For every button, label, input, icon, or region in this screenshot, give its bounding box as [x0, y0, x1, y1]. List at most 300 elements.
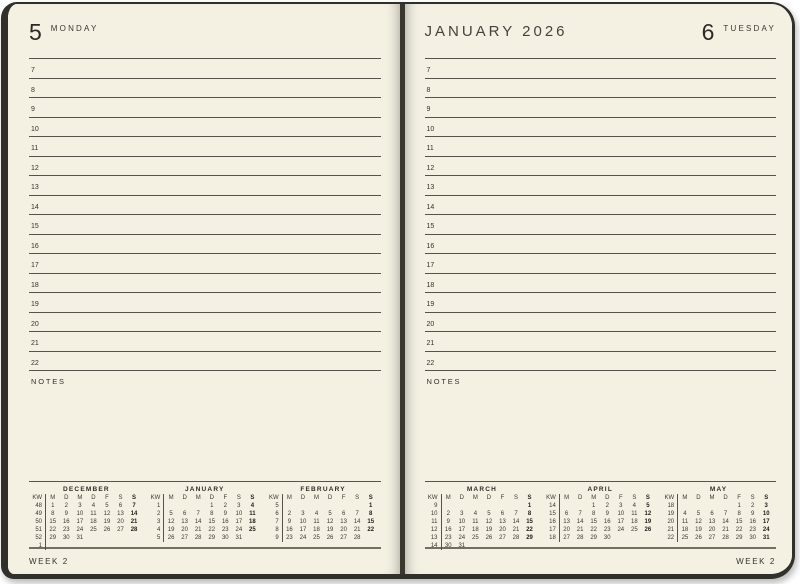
calendar-day	[178, 502, 192, 510]
calendar-day: 11	[681, 519, 689, 525]
page-right-header	[425, 4, 777, 58]
calendar-day: 19	[644, 519, 652, 525]
calendar-day: 8	[527, 511, 532, 517]
calendar-day-header: M	[77, 495, 83, 501]
calendar-day: 30	[444, 543, 452, 549]
calendar-week-header: KW	[32, 494, 46, 502]
calendar-day: 29	[526, 535, 533, 541]
calendar-day: 29	[590, 535, 598, 541]
calendar-day: 29	[735, 535, 743, 541]
calendar-day-header: F	[105, 495, 109, 501]
calendar-day: 14	[512, 519, 520, 525]
hour-label: 18	[31, 281, 39, 289]
notes-label-left: NOTES	[31, 377, 66, 386]
calendar-day: 15	[49, 519, 57, 525]
calendar-day-header: F	[223, 495, 228, 501]
calendar-day: 31	[762, 535, 770, 541]
hour-row-10	[425, 117, 777, 137]
hour-row-13	[425, 175, 777, 195]
calendar-day	[455, 502, 469, 510]
calendar-week-number: 1	[32, 542, 46, 550]
calendar-day: 23	[221, 527, 229, 533]
calendar-day: 2	[750, 503, 755, 509]
calendar-day: 1	[51, 503, 55, 509]
calendar-day: 26	[695, 535, 702, 541]
hour-label: 14	[31, 203, 39, 211]
hour-label: 10	[31, 125, 39, 133]
calendar-day: 24	[76, 527, 84, 533]
calendar-day	[114, 534, 128, 542]
calendar-day: 6	[341, 511, 346, 517]
calendar-day: 21	[512, 527, 520, 533]
calendar-day: 22	[367, 527, 375, 533]
calendar-day	[283, 502, 297, 510]
calendar-day: 6	[118, 503, 123, 509]
hour-row-15	[29, 214, 381, 234]
calendar-day: 6	[710, 511, 714, 517]
calendar-day-header: D	[605, 495, 610, 501]
calendar-day: 12	[103, 511, 111, 517]
calendar-day-header: D	[459, 495, 464, 501]
hour-label: 12	[426, 164, 435, 172]
calendar-day: 5	[487, 511, 491, 517]
calendar-day	[678, 502, 692, 510]
calendar-day: 11	[313, 519, 320, 525]
hour-row-20	[425, 312, 777, 332]
calendar-day: 7	[355, 511, 359, 517]
calendar-day	[246, 534, 260, 542]
hour-label: 19	[31, 301, 39, 308]
hour-label: 20	[426, 320, 435, 328]
calendar-day: 31	[235, 535, 243, 541]
calendar-day: 6	[500, 511, 505, 517]
calendar-day: 17	[762, 519, 770, 525]
calendar-day: 19	[167, 527, 175, 533]
calendar-day: 18	[472, 527, 479, 533]
hour-row-20	[29, 312, 381, 332]
calendar-day: 17	[299, 527, 307, 533]
calendar-day	[469, 502, 483, 510]
calendar-day: 1	[369, 503, 373, 509]
hour-row-16	[29, 234, 381, 254]
calendar-day-header: F	[341, 495, 346, 501]
calendar-week-number: 15	[546, 510, 560, 518]
calendar-day: 21	[194, 527, 202, 533]
calendar-week-number: 7	[269, 518, 283, 526]
calendar-day-header: F	[500, 495, 505, 501]
calendar-week-number: 49	[32, 510, 46, 518]
calendar-day	[127, 534, 141, 542]
calendar-day: 30	[62, 535, 70, 541]
calendar-week-number: 12	[428, 526, 442, 534]
calendar-week-number: 5	[150, 534, 164, 542]
calendar-day: 12	[167, 519, 175, 525]
calendar-day: 25	[313, 535, 320, 541]
calendar-week-number: 50	[32, 518, 46, 526]
calendar-day: 13	[340, 519, 347, 525]
calendar-day: 2	[605, 503, 609, 509]
calendar-day: 4	[632, 503, 636, 509]
calendar-day: 26	[485, 535, 493, 541]
calendar-day: 15	[526, 519, 533, 525]
calendar-day: 10	[235, 511, 243, 517]
calendar-day: 9	[223, 511, 227, 517]
calendar-day: 7	[578, 511, 582, 517]
calendar-day: 9	[750, 511, 755, 517]
calendar-day	[164, 502, 178, 510]
hour-row-22	[425, 351, 777, 371]
calendar-day: 20	[117, 519, 124, 525]
calendar-day: 23	[603, 527, 611, 533]
calendar-title: MAY	[709, 486, 728, 493]
right-day-group	[702, 21, 776, 44]
calendar-day: 18	[90, 519, 97, 525]
calendar-day	[692, 502, 706, 510]
page-left	[8, 4, 400, 574]
calendar-week-number: 3	[150, 518, 164, 526]
calendar-day: 31	[458, 543, 466, 549]
week-label-left: WEEK 2	[29, 557, 69, 566]
calendar-week-header: KW	[546, 494, 560, 502]
hour-label: 17	[426, 262, 435, 269]
calendar-day: 6	[182, 511, 187, 517]
calendar-day	[573, 502, 587, 510]
hour-row-7	[29, 58, 381, 78]
calendar-title: JANUARY	[184, 486, 225, 493]
calendar-week-number: 13	[428, 534, 442, 542]
calendar-day: 17	[235, 519, 243, 525]
hour-label: 13	[426, 184, 435, 191]
calendar-week-number: 18	[664, 502, 678, 510]
calendar-day: 25	[249, 527, 256, 533]
calendar-day: 9	[287, 519, 292, 525]
calendar-day: 16	[749, 519, 756, 525]
calendar-day	[482, 502, 496, 510]
calendar-day: 16	[62, 519, 70, 525]
hour-label: 10	[426, 125, 435, 133]
calendar-day: 11	[472, 519, 479, 525]
calendar-day: 3	[78, 503, 82, 509]
calendar-day	[296, 502, 310, 510]
hour-label: 15	[426, 223, 435, 230]
calendar-day	[705, 502, 719, 510]
calendar-day: 15	[367, 519, 375, 525]
calendar-day: 10	[762, 511, 770, 517]
calendar-day: 27	[181, 535, 188, 541]
calendar-day-header: D	[696, 495, 701, 501]
calendar-title: DECEMBER	[63, 486, 110, 493]
calendar-day-header: D	[64, 495, 69, 501]
week-footer-left	[29, 549, 381, 574]
calendar-day: 23	[286, 535, 293, 541]
calendar-day: 14	[576, 519, 584, 525]
calendar-day: 18	[313, 527, 320, 533]
calendar-day: 10	[76, 511, 84, 517]
calendar-day-header: D	[209, 495, 214, 501]
calendar-day: 7	[514, 511, 518, 517]
calendar-day: 13	[117, 511, 124, 517]
hour-label: 20	[31, 320, 39, 328]
calendar-week-number: 9	[428, 502, 442, 510]
calendar-day: 28	[130, 527, 138, 533]
calendar-day: 11	[631, 511, 638, 517]
hour-label: 18	[426, 281, 435, 289]
calendar-day-header: S	[527, 495, 532, 501]
hour-label: 21	[426, 340, 435, 347]
calendar-day: 17	[458, 527, 466, 533]
calendar-day: 17	[617, 519, 625, 525]
hour-row-22	[29, 351, 381, 371]
right-day-number: 6	[701, 19, 715, 45]
hour-label: 9	[426, 106, 431, 113]
calendar-day: 22	[735, 527, 743, 533]
calendar-day: 31	[76, 535, 84, 541]
calendar-day: 13	[499, 519, 506, 525]
calendar-week-number: 22	[664, 534, 678, 542]
hour-label: 17	[31, 262, 39, 269]
calendar-title: FEBRUARY	[300, 486, 346, 493]
calendar-title: MARCH	[466, 486, 498, 493]
hour-label: 9	[31, 106, 35, 113]
week-footer-right	[425, 549, 777, 574]
calendar-day-header: M	[195, 495, 201, 501]
calendar-grid	[428, 494, 537, 550]
hour-row-12	[425, 156, 777, 176]
calendar-day: 24	[235, 527, 243, 533]
hour-row-11	[29, 136, 381, 156]
hour-row-14	[29, 195, 381, 215]
calendar-day	[350, 502, 364, 510]
calendar-day: 26	[326, 535, 334, 541]
calendar-day: 25	[630, 527, 638, 533]
calendar-day: 14	[130, 511, 138, 517]
calendar-week-number: 4	[150, 526, 164, 534]
calendar-day: 27	[499, 535, 506, 541]
calendar-day: 8	[51, 511, 55, 517]
mini-calendar-february	[269, 485, 378, 547]
calendar-grid	[269, 494, 378, 542]
right-day-name: TUESDAY	[723, 24, 776, 33]
calendar-day: 20	[708, 527, 716, 533]
calendar-day: 23	[749, 527, 756, 533]
hour-row-10	[29, 117, 381, 137]
calendar-day-header: S	[250, 495, 255, 501]
calendar-day: 4	[314, 511, 319, 517]
calendar-day: 8	[369, 511, 373, 517]
calendar-day: 24	[458, 535, 466, 541]
calendar-week-number: 20	[664, 518, 678, 526]
calendar-day: 8	[210, 511, 214, 517]
hour-label: 8	[31, 86, 35, 94]
mini-calendar-april	[546, 485, 655, 547]
calendar-day: 3	[619, 503, 623, 509]
calendar-day: 25	[681, 535, 689, 541]
calendar-week-number: 5	[269, 502, 283, 510]
calendar-day-header: D	[300, 495, 306, 501]
calendar-day: 27	[708, 535, 716, 541]
calendar-day: 24	[617, 527, 625, 533]
calendar-day	[87, 534, 101, 542]
calendar-day: 30	[603, 535, 611, 541]
calendar-grid	[150, 494, 259, 542]
calendar-day	[337, 502, 351, 510]
calendar-day-header: M	[50, 495, 56, 501]
calendar-day: 5	[696, 511, 701, 517]
calendar-day: 10	[617, 511, 625, 517]
calendar-day: 6	[564, 511, 569, 517]
calendar-day	[628, 534, 642, 542]
calendar-day: 5	[169, 511, 173, 517]
calendar-week-number: 19	[664, 510, 678, 518]
calendar-day: 11	[249, 511, 256, 517]
calendar-day	[641, 534, 655, 542]
calendar-day: 18	[681, 527, 689, 533]
hour-label: 13	[31, 184, 39, 191]
page-left-header	[29, 4, 381, 58]
hour-grid-left	[29, 58, 381, 370]
calendar-day: 13	[708, 519, 716, 525]
hour-label: 11	[31, 145, 39, 152]
calendar-day: 25	[472, 535, 479, 541]
calendar-day-header: S	[132, 495, 137, 501]
calendar-week-header: KW	[269, 494, 283, 502]
calendar-day: 12	[695, 519, 702, 525]
calendar-day-header: D	[182, 495, 187, 501]
calendar-day-header: S	[118, 495, 123, 501]
calendar-day: 16	[286, 527, 293, 533]
mini-calendar-march	[428, 485, 537, 547]
calendar-day: 15	[590, 519, 598, 525]
calendar-day	[560, 502, 574, 510]
hour-label: 16	[31, 242, 39, 250]
calendar-day	[191, 502, 205, 510]
week-label-right: WEEK 2	[736, 557, 776, 566]
hour-row-17	[29, 253, 381, 273]
calendar-week-number: 9	[269, 534, 283, 542]
hour-row-11	[425, 136, 777, 156]
calendar-day: 29	[49, 535, 57, 541]
hour-label: 19	[426, 301, 435, 308]
hour-label: 22	[31, 359, 39, 367]
calendar-day-header: S	[632, 495, 637, 501]
hour-row-19	[425, 292, 777, 312]
calendar-day-header: M	[709, 495, 715, 501]
calendar-day: 21	[353, 527, 361, 533]
calendar-week-number: 6	[269, 510, 283, 518]
calendar-day: 19	[485, 527, 493, 533]
calendar-week-header: KW	[150, 494, 164, 502]
calendar-day: 20	[340, 527, 347, 533]
calendar-day: 4	[91, 503, 96, 509]
mini-calendars-right	[425, 481, 777, 549]
calendar-day-header: M	[286, 495, 292, 501]
hour-row-17	[425, 253, 777, 273]
calendar-week-number: 14	[546, 502, 560, 510]
calendar-week-number: 17	[546, 526, 560, 534]
hour-row-9	[29, 97, 381, 117]
calendar-day: 28	[576, 535, 584, 541]
hour-row-8	[425, 78, 777, 98]
calendar-day: 8	[592, 511, 596, 517]
calendar-day: 10	[458, 519, 466, 525]
hour-label: 8	[426, 86, 431, 94]
calendar-day: 16	[221, 519, 229, 525]
planner-book	[1, 2, 795, 579]
calendar-day-header: F	[737, 495, 741, 501]
calendar-day: 23	[444, 535, 452, 541]
calendar-day: 18	[630, 519, 638, 525]
calendar-day: 22	[208, 527, 216, 533]
calendar-day: 24	[299, 535, 307, 541]
hour-row-12	[29, 156, 381, 176]
calendar-day: 2	[223, 503, 227, 509]
calendar-day-header: S	[368, 495, 373, 501]
calendar-day	[442, 502, 456, 510]
calendar-day: 8	[737, 511, 741, 517]
calendar-day: 1	[210, 503, 214, 509]
calendar-week-number: 8	[269, 526, 283, 534]
calendar-week-number: 16	[546, 518, 560, 526]
calendar-day: 28	[722, 535, 729, 541]
calendar-week-number: 51	[32, 526, 46, 534]
calendar-day: 17	[76, 519, 84, 525]
calendar-day: 9	[605, 511, 609, 517]
calendar-day: 3	[237, 503, 241, 509]
calendar-day: 27	[340, 535, 347, 541]
calendar-week-number: 10	[428, 510, 442, 518]
calendar-day-header: S	[764, 495, 769, 501]
calendar-day: 28	[512, 535, 520, 541]
hour-row-15	[425, 214, 777, 234]
calendar-week-number: 48	[32, 502, 46, 510]
calendar-day: 2	[446, 511, 450, 517]
calendar-day-header: M	[564, 495, 570, 501]
mini-calendar-may	[664, 485, 773, 547]
calendar-day: 13	[563, 519, 570, 525]
notes-label-right: NOTES	[426, 377, 462, 386]
notes-section-right	[425, 370, 777, 481]
calendar-day	[323, 502, 337, 510]
calendar-day	[364, 534, 378, 542]
hour-row-13	[29, 175, 381, 195]
page-right	[405, 4, 793, 574]
calendar-day: 20	[181, 527, 188, 533]
mini-calendar-december	[32, 485, 141, 547]
calendar-day: 21	[130, 519, 138, 525]
calendar-day: 29	[208, 535, 216, 541]
calendar-day: 9	[64, 511, 68, 517]
calendar-day: 21	[576, 527, 584, 533]
calendar-day: 3	[460, 511, 464, 517]
calendar-day: 4	[250, 503, 255, 509]
calendar-week-header: KW	[664, 494, 678, 502]
calendar-day: 1	[527, 503, 532, 509]
calendar-day: 5	[328, 511, 332, 517]
calendar-day: 5	[646, 503, 650, 509]
calendar-day: 9	[446, 519, 450, 525]
calendar-day	[310, 502, 324, 510]
hour-label: 7	[31, 67, 35, 74]
calendar-day: 27	[117, 527, 124, 533]
calendar-day: 20	[499, 527, 506, 533]
hour-row-16	[425, 234, 777, 254]
calendar-day: 26	[167, 535, 175, 541]
calendar-week-number: 11	[428, 518, 442, 526]
calendar-day: 7	[132, 503, 136, 509]
calendar-day: 2	[64, 503, 68, 509]
hour-label: 21	[31, 340, 39, 347]
calendar-day-header: M	[168, 495, 174, 501]
